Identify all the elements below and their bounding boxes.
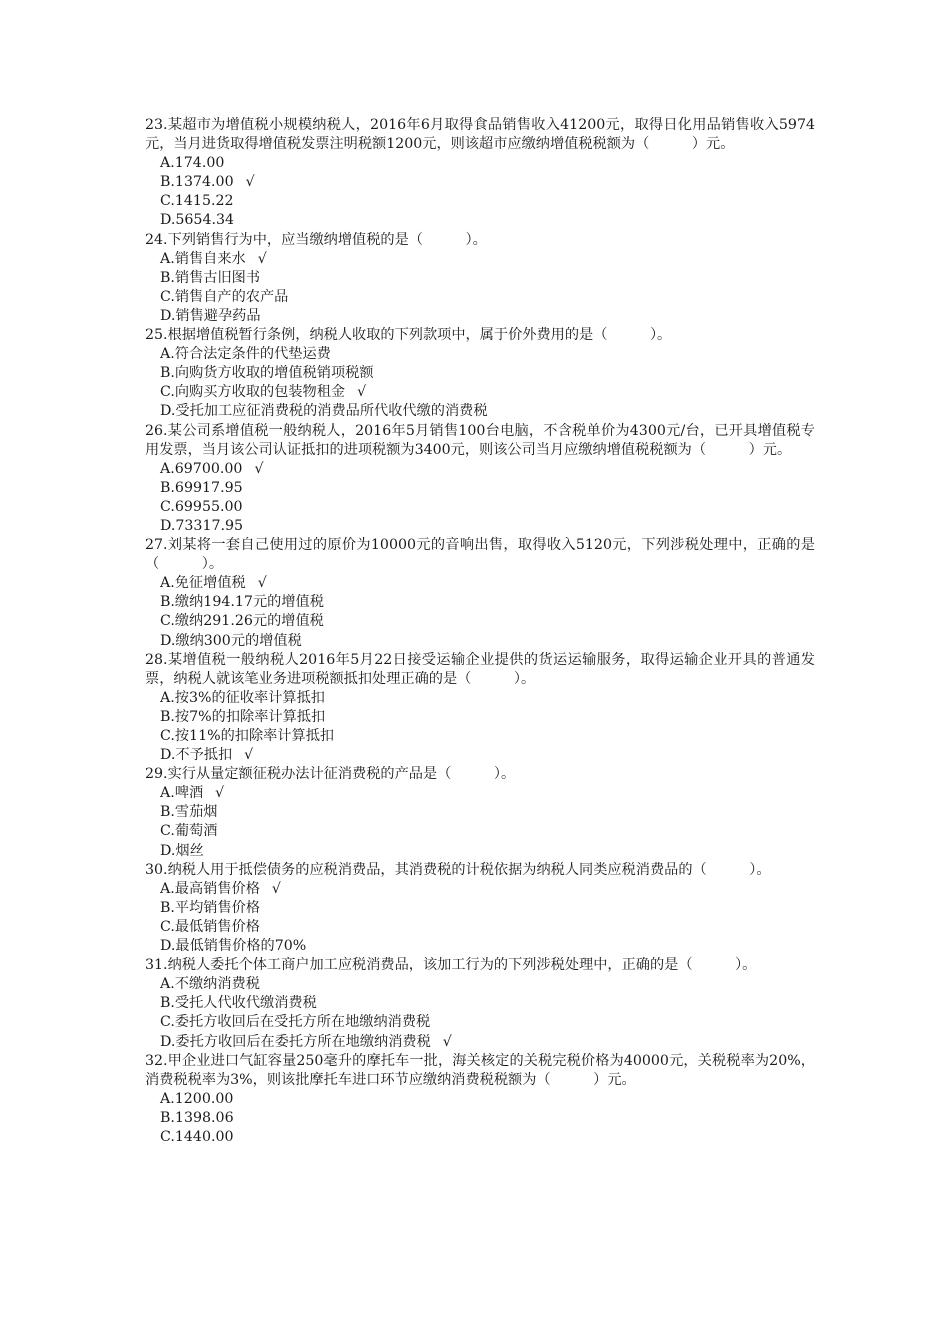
option-c [160, 612, 815, 631]
option-text: B.向购货方收取的增值税销项税额 [160, 365, 374, 382]
option-b [160, 269, 815, 288]
question-stem: 26.某公司系增值税一般纳税人，2016年5月销售100台电脑，不含税单价为4300元/台，已开具增值税专用发票，当月该公司认证抵扣的进项税额为3400元，则该公司当月应缴纳增值税税额为（ ）元。 [145, 422, 815, 458]
question-stem: 27.刘某将一套自己使用过的原价为10000元的音响出售，取得收入5120元，下列涉税处理中，正确的是（ ）。 [145, 537, 815, 573]
option-text: C.向购买方收取的包装物租金 [160, 384, 346, 401]
option-a [160, 574, 815, 593]
option-text: A.按3%的征收率计算抵扣 [160, 689, 325, 706]
question-32 [145, 1052, 815, 1147]
option-text: C.按11%的扣除率计算抵扣 [160, 728, 335, 744]
option-text: B.平均销售价格 [160, 899, 261, 916]
option-text: C.葡萄酒 [160, 823, 218, 840]
option-d [160, 746, 815, 765]
option-text: B.69917.95 [160, 479, 243, 496]
option-c [160, 192, 815, 211]
option-c [160, 288, 815, 307]
option-a [160, 1090, 815, 1109]
option-b [160, 593, 815, 612]
option-c [160, 1128, 815, 1147]
option-text: C.69955.00 [160, 498, 243, 515]
option-a [160, 880, 815, 899]
question-29 [145, 765, 815, 860]
option-d [160, 842, 815, 861]
answer-check-mark: √ [254, 460, 264, 477]
option-b [160, 899, 815, 918]
option-text: A.啤酒 [160, 785, 204, 802]
option-text: A.69700.00 [160, 460, 243, 477]
answer-check-mark: √ [257, 575, 267, 592]
option-text: A.符合法定条件的代垫运费 [160, 346, 331, 363]
option-b [160, 364, 815, 383]
option-text: C.1440.00 [160, 1128, 234, 1145]
option-text: D.不予抵扣 [160, 747, 233, 764]
option-d [160, 632, 815, 651]
option-d [160, 937, 815, 956]
option-text: B.受托人代收代缴消费税 [160, 995, 317, 1012]
option-c [160, 383, 815, 402]
option-text: D.烟丝 [160, 842, 204, 859]
option-a [160, 154, 815, 173]
question-stem: 25.根据增值税暂行条例，纳税人收取的下列款项中，属于价外费用的是（ ）。 [145, 327, 672, 344]
question-31 [145, 956, 815, 1051]
option-b [160, 479, 815, 498]
option-a [160, 345, 815, 364]
answer-check-mark: √ [271, 880, 281, 897]
option-d [160, 402, 815, 421]
question-26 [145, 422, 815, 537]
option-c [160, 1013, 815, 1032]
option-text: A.不缴纳消费税 [160, 976, 260, 993]
option-text: D.受托加工应征消费税的消费品所代收代缴的消费税 [160, 403, 488, 420]
question-28 [145, 651, 815, 766]
answer-check-mark: √ [244, 747, 254, 764]
question-stem: 31.纳税人委托个体工商户加工应税消费品，该加工行为的下列涉税处理中，正确的是（ ）。 [145, 957, 757, 974]
option-text: C.销售自产的农产品 [160, 288, 289, 305]
option-a [160, 250, 815, 269]
option-text: B.缴纳194.17元的增值税 [160, 594, 324, 611]
option-text: D.5654.34 [160, 212, 235, 229]
option-a [160, 689, 815, 708]
option-a [160, 784, 815, 803]
question-stem: 30.纳税人用于抵偿债务的应税消费品，其消费税的计税依据为纳税人同类应税消费品的（ ）。 [145, 861, 771, 878]
option-c [160, 822, 815, 841]
question-27 [145, 536, 815, 651]
option-text: A.1200.00 [160, 1090, 234, 1107]
option-text: D.销售避孕药品 [160, 307, 261, 324]
option-text: A.174.00 [160, 155, 225, 172]
option-text: C.缴纳291.26元的增值税 [160, 613, 324, 630]
option-c [160, 498, 815, 517]
question-stem: 23.某超市为增值税小规模纳税人，2016年6月取得食品销售收入41200元，取得日化用品销售收入5974元，当月进货取得增值税发票注明税额1200元，则该超市应缴纳增值税税额为（ ）元。 [145, 117, 815, 153]
option-text: B.按7%的扣除率计算抵扣 [160, 708, 326, 725]
option-text: D.73317.95 [160, 517, 244, 534]
option-text: B.1398.06 [160, 1109, 234, 1126]
option-text: D.缴纳300元的增值税 [160, 632, 302, 649]
option-c [160, 727, 815, 746]
answer-check-mark: √ [245, 174, 255, 191]
answer-check-mark: √ [442, 1033, 452, 1050]
option-d [160, 1033, 815, 1052]
option-b [160, 803, 815, 822]
question-stem: 24.下列销售行为中，应当缴纳增值税的是（ ）。 [145, 231, 487, 248]
option-text: C.最低销售价格 [160, 918, 260, 935]
option-a [160, 975, 815, 994]
option-d [160, 307, 815, 326]
question-stem: 28.某增值税一般纳税人2016年5月22日接受运输企业提供的货运运输服务，取得运输企业开具的普通发票，纳税人就该笔业务进项税额抵扣处理正确的是（ ）。 [145, 651, 815, 687]
question-25 [145, 326, 815, 421]
option-text: B.1374.00 [160, 174, 234, 191]
question-23 [145, 116, 815, 231]
option-d [160, 211, 815, 230]
question-24 [145, 231, 815, 326]
option-a [160, 460, 815, 479]
answer-check-mark: √ [257, 250, 267, 267]
option-text: D.委托方收回后在委托方所在地缴纳消费税 [160, 1033, 431, 1050]
question-30 [145, 861, 815, 956]
option-b [160, 708, 815, 727]
answer-check-mark: √ [215, 785, 225, 802]
option-text: A.免征增值税 [160, 575, 246, 592]
option-d [160, 517, 815, 536]
option-text: C.1415.22 [160, 193, 234, 210]
question-stem: 32.甲企业进口气缸容量250毫升的摩托车一批，海关核定的关税完税价格为40000元，关税税率为20%，消费税税率为3%，则该批摩托车进口环节应缴纳消费税税额为（ ）元。 [145, 1052, 815, 1088]
option-b [160, 173, 815, 192]
option-text: C.委托方收回后在受托方所在地缴纳消费税 [160, 1014, 431, 1031]
option-text: A.销售自来水 [160, 250, 246, 267]
option-text: B.雪茄烟 [160, 804, 218, 821]
option-text: D.最低销售价格的70% [160, 938, 307, 955]
question-stem: 29.实行从量定额征税办法计征消费税的产品是（ ）。 [145, 766, 516, 783]
option-b [160, 1109, 815, 1128]
option-text: A.最高销售价格 [160, 880, 260, 897]
option-c [160, 918, 815, 937]
option-b [160, 994, 815, 1013]
answer-check-mark: √ [357, 384, 367, 401]
option-text: B.销售古旧图书 [160, 269, 261, 286]
document-page [145, 116, 815, 1147]
